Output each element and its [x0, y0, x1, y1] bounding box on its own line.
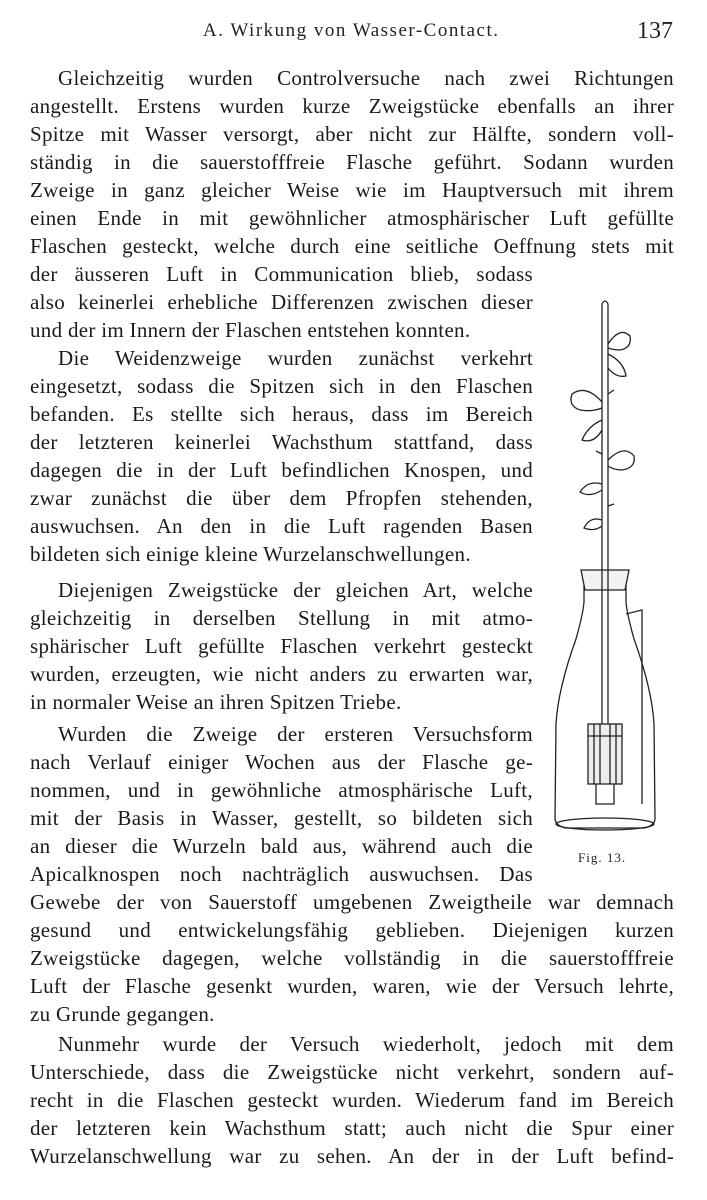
running-title: A. Wirkung von Wasser-Contact.: [203, 20, 500, 41]
text-line: ständig in die sauerstofffreie Flasche geführt. Sodann wurden: [30, 150, 674, 174]
text-line: auswuchsen. An den in die Luft ragenden Basen: [30, 514, 533, 538]
leaf-shape: [571, 390, 602, 410]
text-line: Wurden die Zweige der ersteren Versuchsform: [58, 722, 533, 746]
text-line: zu Grunde gegangen.: [30, 1002, 215, 1026]
text-line: Gleichzeitig wurden Controlversuche nach zwei Richtungen: [58, 66, 674, 90]
page-number: 137: [637, 18, 673, 44]
text-line: der letzteren keinerlei Wachsthum stattfand, dass: [30, 430, 533, 454]
text-line: Luft der Flasche gesenkt wurden, waren, wie der Versuch lehrte,: [30, 974, 674, 998]
text-line: recht in die Flaschen gesteckt wurden. Wiederum fand im Bereich: [30, 1088, 674, 1112]
leaf-shape: [580, 483, 602, 495]
text-line: Flaschen gesteckt, welche durch eine seitliche Oeffnung stets mit: [30, 234, 674, 258]
text-line: angestellt. Erstens wurden kurze Zweigstücke ebenfalls an ihrer: [30, 94, 674, 118]
leaf-shape: [582, 420, 602, 441]
text-line: in normaler Weise an ihren Spitzen Triebe.: [30, 690, 402, 714]
text-line: Apicalknospen noch nachträglich auswuchsen. Das: [30, 862, 533, 886]
text-line: einen Ende in mit gewöhnlicher atmosphärischer Luft gefüllte: [30, 206, 674, 230]
bottle-illustration: [546, 284, 674, 839]
page-header: [28, 14, 673, 50]
text-line: Die Weidenzweige wurden zunächst verkehrt: [58, 346, 533, 370]
leaf-shape: [608, 451, 634, 470]
text-line: Zweigstücke dagegen, welche vollständig in die sauerstofffreie: [30, 946, 674, 970]
text-line: Wurzelanschwellung war zu sehen. An der in der Luft befind-: [30, 1144, 674, 1168]
text-line: der äusseren Luft in Communication blieb, sodass: [30, 262, 533, 286]
text-line: bildeten sich einige kleine Wurzelanschwellungen.: [30, 542, 471, 566]
text-line: an dieser die Wurzeln bald aus, während auch die: [30, 834, 533, 858]
text-line: Spitze mit Wasser versorgt, aber nicht zur Hälfte, sondern voll-: [30, 122, 674, 146]
text-line: gleichzeitig in derselben Stellung in mit atmo-: [30, 606, 533, 630]
leaf-shape: [584, 519, 602, 530]
text-line: wurden, erzeugten, wie nicht anders zu erwarten war,: [30, 662, 533, 686]
leaf-shape: [608, 332, 630, 350]
text-line: Diejenigen Zweigstücke der gleichen Art, welche: [58, 578, 533, 602]
text-line: also keinerlei erhebliche Differenzen zwischen dieser: [30, 290, 533, 314]
text-line: dagegen die in der Luft befindlichen Knospen, und: [30, 458, 533, 482]
text-line: zwar zunächst die über dem Pfropfen stehenden,: [30, 486, 533, 510]
text-line: mit der Basis in Wasser, gestellt, so bildeten sich: [30, 806, 533, 830]
bottle-outline: [555, 584, 655, 828]
water-holder: [588, 724, 622, 784]
text-line: nommen, und in gewöhnliche atmosphärische Luft,: [30, 778, 533, 802]
text-line: und der im Innern der Flaschen entstehen konnten.: [30, 318, 471, 342]
text-line: sphärischer Luft gefüllte Flaschen verkehrt gesteckt: [30, 634, 533, 658]
text-line: der letzteren kein Wachsthum statt; auch nicht die Spur einer: [30, 1116, 674, 1140]
text-line: nach Verlauf einiger Wochen aus der Flasche ge-: [30, 750, 533, 774]
text-line: Zweige in ganz gleicher Weise wie im Hauptversuch mit ihrem: [30, 178, 674, 202]
text-line: gesund und entwickelungsfähig geblieben. Diejenigen kurzen: [30, 918, 674, 942]
text-line: befanden. Es stellte sich heraus, dass im Bereich: [30, 402, 533, 426]
text-line: Gewebe der von Sauerstoff umgebenen Zweigtheile war demnach: [30, 890, 674, 914]
leaf-shape: [608, 354, 626, 376]
text-line: Unterschiede, dass die Zweigstücke nicht verkehrt, sondern auf-: [30, 1060, 674, 1084]
figure-caption: Fig. 13.: [578, 850, 627, 865]
cork-stopper: [581, 570, 629, 590]
text-line: eingesetzt, sodass die Spitzen sich in den Flaschen: [30, 374, 533, 398]
text-line: Nunmehr wurde der Versuch wiederholt, jedoch mit dem: [58, 1032, 674, 1056]
